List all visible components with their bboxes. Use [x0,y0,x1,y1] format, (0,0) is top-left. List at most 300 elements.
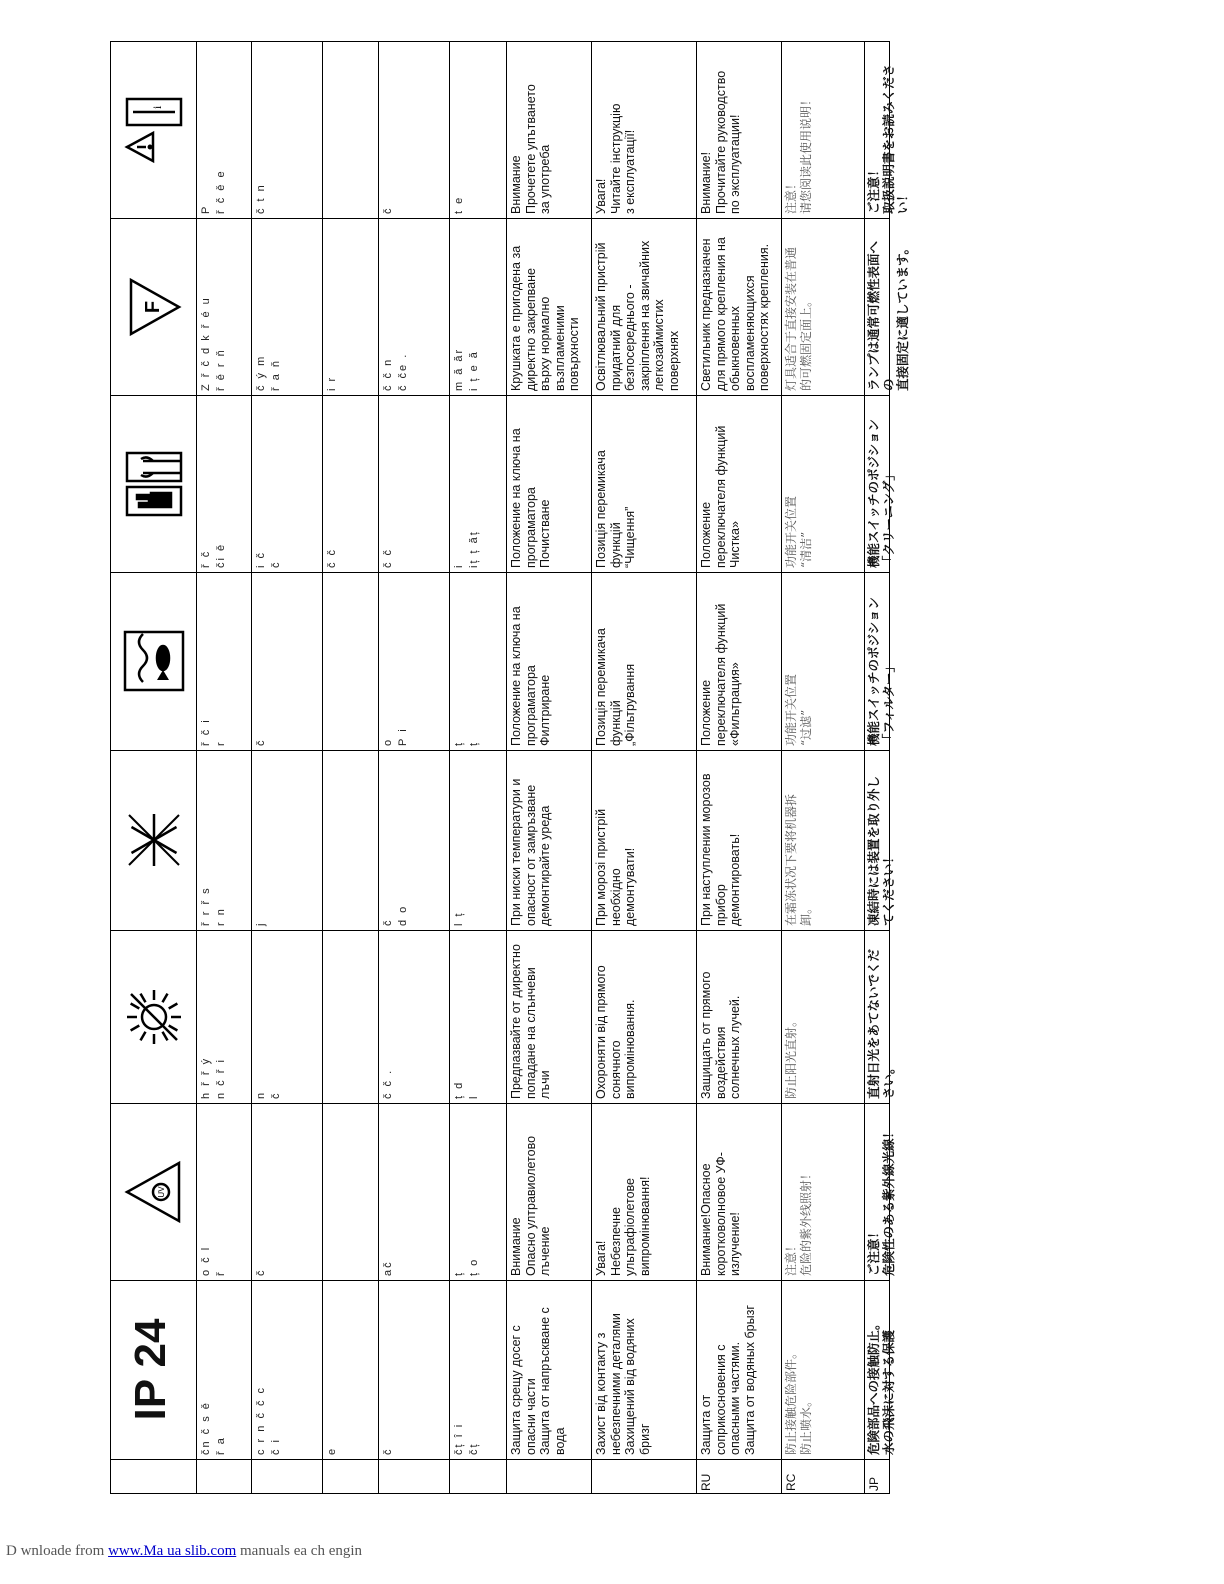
cell-text [696,1280,781,1459]
cell-text [506,1103,591,1280]
cell-text [591,1103,696,1280]
fragment-cell [322,750,378,930]
cell-text [322,42,378,218]
text-line: 直射日光をあてないでくだ [867,948,881,1099]
text-line: поверхнях [666,330,681,391]
translation-cell-jp [864,395,896,572]
fragment-cell [251,218,322,395]
text-line: č [382,918,394,926]
text-line: ř č [200,549,212,568]
translation-cell-ru [696,1280,781,1459]
text-line: の [881,378,896,391]
text-line: Защита от [699,1394,713,1455]
footer-link[interactable]: www.Ma ua slib.com [108,1543,237,1559]
cell-text [696,218,781,395]
text-line: Охороняти від прямого [594,965,608,1099]
svg-text:i: i [149,105,164,109]
text-line: Освітлювальний пристрій [594,242,608,391]
text-line: ř č i [200,718,212,746]
text-line: i ț e ă [467,350,480,391]
fragment-cell [196,930,251,1103]
text-line: «Фильтрация» [728,662,742,746]
text-line: коротковолновое УФ- [713,1152,728,1276]
text-line: опасност от замръзване [523,784,538,926]
svg-text:UV: UV [156,1185,166,1198]
language-code-cell [781,1459,864,1495]
text-line: P i [396,727,409,746]
cell-text [506,395,591,572]
text-line: воспламеняющихся [742,275,757,391]
text-line: い！ [896,188,910,214]
translation-cell-ru [696,1103,781,1280]
text-line: опасными частями. [728,1341,742,1455]
text-line: Почистване [538,499,552,568]
text-line: При морозі пристрій [594,808,608,926]
text-line: При наступлении морозов [699,773,713,926]
cell-text [322,218,378,395]
text-line: за употреба [538,144,552,214]
translation-cell-ru [696,218,781,395]
text-line: č [269,1091,282,1099]
text-line: i [453,563,465,568]
fragment-cell [378,1103,449,1280]
cell-text [251,1280,322,1459]
text-line: Внимание [509,155,523,214]
text-line: 機能スイッチのポジション [867,597,881,746]
text-line: r n [214,907,227,926]
translation-cell-bg [506,572,591,750]
filter-fish-icon [111,572,196,750]
translation-cell-ua [591,1280,696,1459]
text-line: 在霜冻状况下要将机器拆 [784,793,798,926]
text-line: 水の飛沫に対する保護 [881,1329,896,1455]
cell-text [781,930,864,1103]
cell-text [506,930,591,1103]
text-line: ț d [453,1080,465,1099]
translation-cell-ru [696,42,781,218]
cell-text [196,750,251,930]
text-line: č ý m [255,354,267,391]
text-line: соприкосновения с [713,1344,728,1455]
translation-cell-ua [591,750,696,930]
text-line: č [382,206,394,214]
text-line: ご注意！ [867,163,881,214]
language-code [591,1459,696,1495]
cell-text [864,1103,896,1280]
text-line: l ț [453,911,465,926]
fragment-cell [322,1103,378,1280]
cell-text [322,750,378,930]
text-line: j [255,921,267,926]
text-line: програматора [523,487,538,568]
text-line: При ниски температури и [509,778,523,926]
fragment-cell [449,1103,506,1280]
cell-text [781,42,864,218]
text-line: č č [326,547,338,568]
text-line: Внимание [509,1217,523,1276]
text-line: легкозаймистих [652,299,666,391]
text-line: опасни части [523,1378,538,1455]
fragment-cell [378,572,449,750]
cell-text [591,218,696,395]
translation-cell-jp [864,1103,896,1280]
translation-cell-bg [506,1280,591,1459]
symbol-cell-1 [111,1103,196,1280]
text-line: č [382,1447,394,1455]
language-code-cell [864,1459,891,1495]
translation-cell-ru [696,750,781,930]
fragment-cell [322,218,378,395]
symbol-cell-2 [111,930,196,1103]
cell-text [506,218,591,395]
text-line: P [200,204,212,214]
fragment-cell [251,1103,322,1280]
translation-cell-jp [864,930,896,1103]
text-line: Защита от напръскване с [538,1307,552,1455]
translation-cell-ru [696,930,781,1103]
fragment-cell [322,395,378,572]
text-line: бризг [637,1423,652,1455]
cell-text [196,572,251,750]
fragment-cell [449,572,506,750]
translation-cell-zh [781,750,864,930]
text-line: Положение [699,501,713,568]
text-line: сонячного [608,1040,623,1099]
text-line: n č ř i [214,1058,227,1099]
cell-text [378,572,449,750]
text-line: лъчение [538,1226,552,1276]
text-line: безпосереднього - [623,284,637,391]
text-line: 危険部品への接触防止。 [867,1317,881,1455]
text-line: čn č s ě [200,1401,212,1455]
text-line: Прочетете упътването [523,84,538,214]
text-line: Захист від контакту з [594,1332,608,1455]
text-line: попадане на слънчеви [523,967,538,1099]
text-line: “清洁” [798,531,813,568]
text-line: лъчи [538,1070,552,1099]
text-line: 灯具适合于直接安装在普通 [784,246,798,391]
fragment-cell [251,750,322,930]
cell-text [251,395,322,572]
text-line: 的可燃固定面上。 [798,294,813,391]
fragment-cell [196,395,251,572]
text-line: 防止接触危险部件。 [784,1346,798,1455]
cell-text [196,930,251,1103]
cell-text [449,572,506,750]
symbol-cell-4 [111,572,196,750]
cell-text [591,395,696,572]
text-line: демонтувати! [623,847,637,926]
text-line: 注意！ [784,177,798,214]
translation-cell-zh [781,1103,864,1280]
cell-text [322,1280,378,1459]
text-line: iț ț ăț [467,530,480,568]
text-line: m ă ăr [453,347,465,391]
read-manual-icon [111,42,196,218]
cell-text [506,572,591,750]
fragment-cell [322,42,378,218]
text-line: 请您阅读此使用说明！ [798,93,813,214]
cleaning-icon-svg [119,449,189,519]
fragment-cell [196,218,251,395]
text-line: Предпазвайте от директно [509,944,523,1099]
fragment-cell [196,572,251,750]
text-line: поверхностях крепления. [757,243,771,391]
translation-cell-bg [506,750,591,930]
fragment-cell [449,42,506,218]
fragment-cell [378,750,449,930]
language-code [506,1459,591,1495]
f-mark-icon-svg [119,272,189,342]
text-line: てください！ [881,850,896,926]
cell-text [781,1103,864,1280]
text-line: h ř ř ý [200,1056,212,1099]
cleaning-icon [111,395,196,572]
cell-text [378,1103,449,1280]
f-mark-icon [111,218,196,395]
sun-protection-icon [111,930,196,1103]
text-line: o [382,737,394,746]
frost-icon [111,750,196,930]
ip24-label [111,1280,196,1459]
fragment-cell [251,395,322,572]
cell-text [591,42,696,218]
text-line: 功能开关位置 [784,495,798,568]
text-line: върху нормално [538,296,552,391]
text-line: директно закрепване [523,268,538,391]
cell-text [378,42,449,218]
text-line: 「クリーニング」 [881,468,896,568]
text-line: демонтировать! [728,833,742,926]
text-line: ご注意！ [867,1225,881,1276]
cell-text [449,930,506,1103]
text-line: излучение! [728,1212,742,1276]
text-line: Положение [699,679,713,746]
fragment-cell [196,750,251,930]
text-line: 防止阳光直射。 [784,1014,798,1099]
fragment-cell [251,1280,322,1459]
cell-text [251,572,322,750]
language-code-cell [591,1459,696,1495]
cell-text [696,750,781,930]
cell-text [696,42,781,218]
text-line: Чистка» [728,521,742,568]
text-line: ультрафіолетове [623,1178,637,1276]
text-line: функцій [608,522,623,568]
text-line: ř a ň [269,358,282,391]
text-line: t e [453,195,465,214]
fragment-cell [251,572,322,750]
cell-text [449,1103,506,1280]
translation-cell-zh [781,930,864,1103]
text-line: č če . [396,352,409,391]
text-line: 危険性のある紫外線光線！ [881,1125,896,1276]
read-manual-icon-svg [119,95,189,165]
text-line: Захищений від водяних [623,1318,637,1455]
text-line: č [269,560,282,568]
cell-text [781,750,864,930]
translation-cell-jp [864,572,896,750]
cell-text [781,572,864,750]
text-line: Защита срещу досег с [509,1325,523,1455]
text-line: ț [453,1270,465,1276]
text-line: Филтриране [538,674,552,746]
text-line: ランプは通常可燃性表面へ [867,240,881,391]
translation-cell-ua [591,218,696,395]
text-line: Внимание!Опасное [699,1163,713,1276]
text-line: необхідно [608,868,623,926]
text-line: 機能スイッチのポジション [867,419,881,568]
text-line: “过滤” [798,709,813,746]
text-line: ț [453,740,465,746]
text-line: переключателя функций [713,603,728,746]
text-line: обыкновенных [728,306,742,391]
text-line: для прямого крепления на [713,237,728,391]
fragment-cell [196,1280,251,1459]
text-line: Светильник предназначен [699,238,713,391]
fragment-cell [449,218,506,395]
text-line: č [255,738,267,746]
language-code-cell [696,1459,781,1495]
translation-cell-ua [591,1103,696,1280]
symbol-cell-6 [111,218,196,395]
text-line: 防止喷水。 [798,1394,813,1455]
symbol-cell-3 [111,750,196,930]
text-line: переключателя функций [713,425,728,568]
text-line: Увага! [594,1240,608,1276]
text-line: c r n č č c [255,1385,267,1455]
translation-cell-bg [506,218,591,395]
cell-text [449,750,506,930]
translation-cell-zh [781,1280,864,1459]
text-line: Положение на ключа на [509,606,523,746]
cell-text [449,395,506,572]
text-line: демонтирайте уреда [538,805,552,926]
cell-text [864,1280,896,1459]
translation-cell-ua [591,930,696,1103]
cell-text [781,395,864,572]
text-line: Крушката е пригодена за [509,245,523,391]
text-line: n [255,1090,267,1099]
text-line: Положение на ключа на [509,428,523,568]
fragment-cell [196,42,251,218]
cell-text [251,930,322,1103]
text-line: функцій [608,700,623,746]
text-line: 注意！ [784,1239,798,1276]
text-line: придатний для [608,304,623,391]
text-line: i r [326,375,338,391]
sun-protection-icon-svg [119,982,189,1052]
cell-text [378,1280,449,1459]
text-line: 功能开关位置 [784,673,798,746]
text-line: прибор [713,884,728,926]
text-line: випромінювання. [623,999,637,1099]
cell-text [196,218,251,395]
cell-text [196,395,251,572]
text-line: Опасно ултравиолетово [523,1135,538,1276]
translation-cell-jp [864,1280,896,1459]
cell-text [696,1103,781,1280]
text-line: Позиція перемикача [594,450,608,568]
text-line: вода [552,1427,567,1455]
symbol-cell-5 [111,395,196,572]
text-line: ř r ř s [200,886,212,926]
text-line: Небезпечне [608,1207,623,1276]
cell-text [781,218,864,395]
cell-text [864,930,896,1103]
symbol-table [110,41,910,1494]
cell-text [591,572,696,750]
text-line: 凍結時には装置を取り外し [867,775,881,926]
fragment-cell [322,572,378,750]
fragment-cell [378,395,449,572]
text-line: さい。 [881,1061,896,1099]
cell-text [378,750,449,930]
text-line: Внимание! [699,151,713,214]
uv-warning-icon-svg [119,1157,189,1227]
cell-text [696,572,781,750]
text-line: воздействия [713,1026,728,1099]
text-line: r [214,740,227,746]
text-line: či ě [214,542,227,568]
text-line: ř a [214,1436,227,1455]
text-line: 「フィルター」 [881,659,896,746]
text-line: солнечных лучей. [728,995,742,1099]
cell-text [591,750,696,930]
text-line: 卸。 [798,901,813,926]
translation-cell-zh [781,218,864,395]
text-line: 直接固定に適しています。 [896,241,910,391]
symbol-cell-7 [111,42,196,218]
text-line: Увага! [594,178,608,214]
text-line: Позиція перемикача [594,628,608,746]
cell-text [864,572,896,750]
text-line: 取扱説明書をお読みくださ [881,63,896,214]
text-line: Z ř č d k ř é u [200,296,212,391]
translation-cell-ua [591,572,696,750]
footer-suffix: manuals ea ch engin [236,1543,363,1559]
text-line: по эксплуатации! [728,114,742,214]
fragment-cell [378,930,449,1103]
text-line: Защищать от прямого [699,971,713,1099]
cell-text [506,1280,591,1459]
text-line: „Фільтрування [623,663,637,746]
text-line: č i [269,1438,282,1455]
frost-icon-svg [119,805,189,875]
fragment-cell [449,1280,506,1459]
svg-text:F: F [141,300,164,313]
cell-text [449,218,506,395]
translation-cell-ua [591,395,696,572]
cell-text [864,218,910,395]
filter-fish-icon-svg [119,626,189,696]
text-line: възпламеними [552,305,567,391]
translation-cell-bg [506,42,591,218]
cell-text [449,42,506,218]
text-line: čț î i [453,1422,465,1455]
cell-text [378,395,449,572]
translation-cell-ua [591,42,696,218]
cell-text [506,750,591,930]
text-line: закріплення на звичайних [637,240,652,391]
fragment-cell [251,42,322,218]
translation-cell-ru [696,572,781,750]
translation-cell-jp [864,218,910,395]
language-code-cell [506,1459,591,1495]
cell-text [696,930,781,1103]
translation-cell-bg [506,930,591,1103]
text-line: č č . [382,1068,394,1099]
